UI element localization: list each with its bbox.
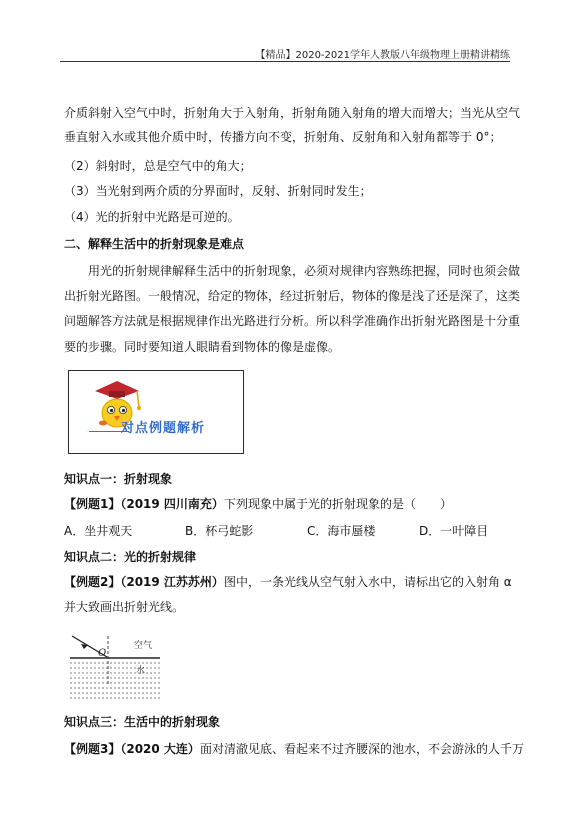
paragraph-line: 出折射光路图。一般情况，给定的物体，经过折射后，物体的像是浅了还是深了，这类 — [64, 289, 521, 303]
header-divider — [60, 61, 510, 62]
paragraph-line: 用光的折射规律解释生活中的折射现象，必须对规律内容熟练把握，同时也须会做 — [88, 264, 521, 278]
point-label: O — [98, 648, 107, 659]
section-title: 二、解释生活中的折射现象是难点 — [64, 237, 245, 251]
body-line: 垂直射入水或其他介质中时，传播方向不变，折射角、反射角和入射角都等于 0°； — [64, 130, 502, 144]
example-text: 图中，一条光线从空气射入水中，请标出它的入射角 α — [223, 575, 512, 589]
knowledge-point-title: 知识点一：折射现象 — [64, 472, 173, 486]
paragraph-line: 问题解答方法就是根据规律作出光路进行分析。所以科学准确作出折射光路图是十分重 — [64, 314, 521, 328]
paragraph-line: 要的步骤。同时要知道人眼睛看到物体的像是虚像。 — [64, 340, 341, 354]
example-label: 【例题2】 — [64, 575, 121, 589]
example-source: （2019 江苏苏州） — [120, 575, 224, 589]
example-question-cont: 并大致画出折射光线。 — [64, 600, 185, 614]
example-label: 【例题3】 — [64, 742, 121, 756]
example-text: 下列现象中属于光的折射现象的是（ ） — [223, 497, 452, 511]
water-hatching — [70, 663, 160, 698]
knowledge-point-title: 知识点二：光的折射规律 — [64, 550, 197, 564]
logo-banner — [68, 370, 244, 454]
option-a: A．坐井观天 — [64, 524, 133, 538]
example-label: 【例题1】 — [64, 497, 121, 511]
body-line: 介质斜射入空气中时，折射角大于入射角，折射角随入射角的增大而增大；当光从空气 — [64, 106, 521, 120]
logo-text: 对点例题解析 — [121, 421, 206, 436]
option-b: B．杯弓蛇影 — [185, 524, 254, 538]
example-source: （2019 四川南充） — [120, 497, 224, 511]
example-source: （2020 大连） — [120, 742, 200, 756]
list-item: （4）光的折射中光路是可逆的。 — [64, 210, 240, 224]
water-label: 水 — [136, 666, 146, 676]
example-question — [64, 741, 524, 757]
list-item: （2）斜射时，总是空气中的角大； — [64, 159, 252, 173]
option-c: C．海市蜃楼 — [307, 524, 376, 538]
page-header: 【精品】2020-2021学年人教版八年级物理上册精讲精练 — [255, 50, 510, 61]
air-label: 空气 — [134, 641, 153, 651]
knowledge-point-title: 知识点三：生活中的折射现象 — [64, 715, 221, 729]
example-text: 面对清澈见底、看起来不过齐腰深的池水，不会游泳的人千万 — [199, 742, 524, 756]
refraction-diagram — [64, 628, 164, 704]
list-item: （3）当光射到两介质的分界面时，反射、折射同时发生； — [64, 184, 372, 198]
option-d: D．一叶障目 — [419, 524, 489, 538]
example-question — [64, 496, 452, 512]
example-question — [64, 574, 512, 590]
